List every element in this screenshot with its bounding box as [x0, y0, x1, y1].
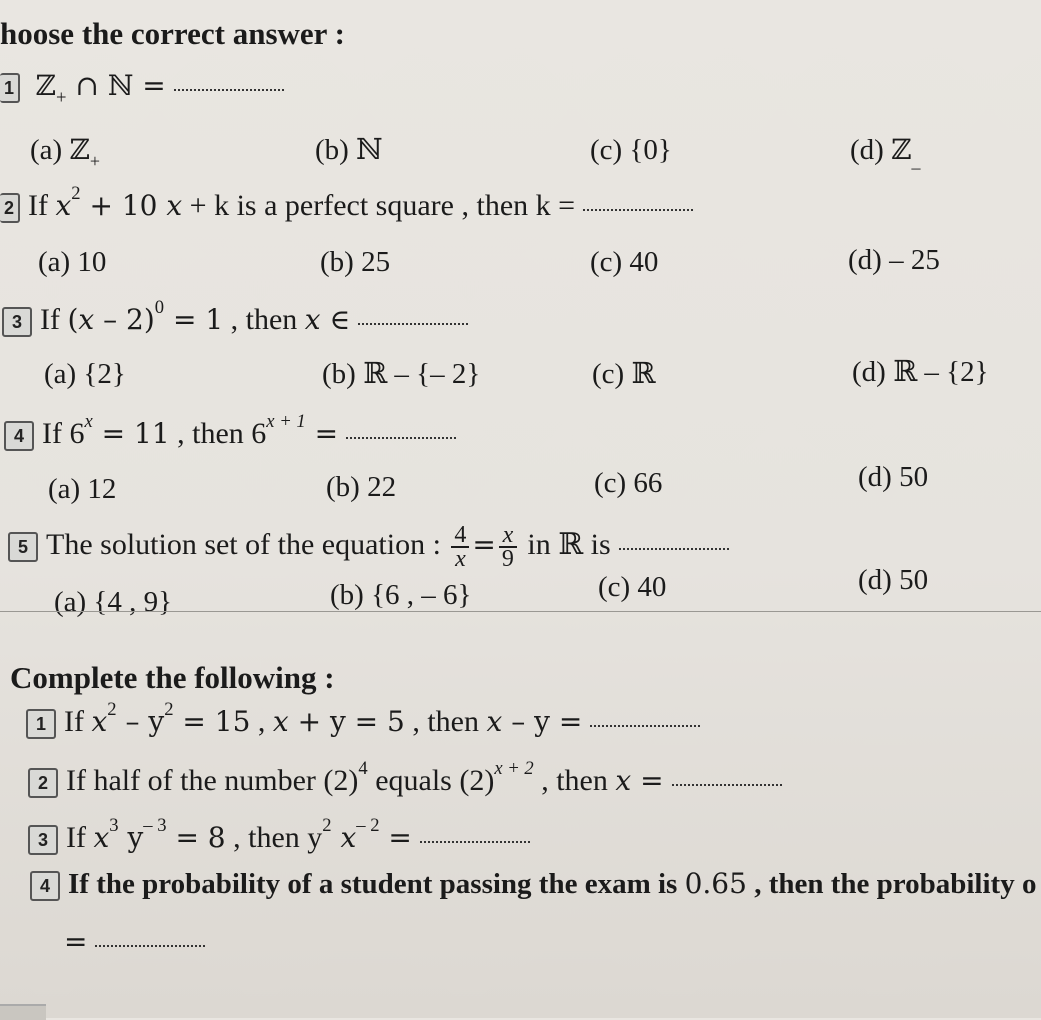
answer-blank: [420, 837, 530, 843]
option-c[interactable]: (c) ℝ: [592, 358, 656, 390]
answer-blank: [358, 319, 468, 325]
option-c[interactable]: (c) 40: [598, 571, 667, 603]
question-number-badge: 1: [0, 73, 20, 103]
answer-blank: [95, 941, 205, 947]
subscript: +: [55, 87, 67, 109]
option-c[interactable]: (c) 66: [594, 467, 663, 499]
question-number-badge: 4: [4, 421, 34, 451]
answer-blank: [672, 780, 782, 786]
fraction: $\frac{x}{9}$: [499, 524, 517, 570]
complete-item-4: 4 If the probability of a student passing the exam is 0.65 , then the probability o: [30, 866, 1036, 902]
section-heading-complete: Complete the following :: [10, 660, 335, 695]
answer-blank: [174, 85, 284, 91]
answer-blank: [346, 433, 456, 439]
option-c[interactable]: (c) {0}: [590, 134, 672, 166]
option-a[interactable]: (a) ℤ$_+$: [30, 133, 101, 172]
answer-blank: [583, 205, 693, 211]
option-a[interactable]: (a) 10: [38, 246, 107, 278]
question-number-badge: 5: [8, 532, 38, 562]
fraction: $\frac{4}{x}$: [451, 524, 469, 570]
complete-item-4-continued: =: [64, 924, 205, 960]
option-d[interactable]: (d) ℝ – {2}: [852, 356, 989, 388]
question-number-badge: 2: [0, 193, 20, 223]
option-a[interactable]: (a) 12: [48, 473, 117, 505]
option-b[interactable]: (b) 22: [326, 471, 397, 503]
option-b[interactable]: (b) 25: [320, 246, 391, 278]
answer-blank: [619, 544, 729, 550]
option-d[interactable]: (d) 50: [858, 461, 929, 493]
question-number-badge: 3: [2, 307, 32, 337]
option-d[interactable]: (d) – 25: [848, 244, 940, 276]
complete-item-1: 1 If $x^2 - y^2 = 15$ , x + y = 5 , then x – y =: [26, 704, 700, 740]
question-5: 5 The solution set of the equation : $\frac{4}{x}$ = $\frac{x}{9}$ in ℝ is: [8, 524, 729, 570]
option-c[interactable]: (c) 40: [590, 246, 659, 278]
option-b[interactable]: (b) {6 , – 6}: [330, 579, 472, 611]
item-number-badge: 3: [28, 825, 58, 855]
item-number-badge: 2: [28, 768, 58, 798]
option-a[interactable]: (a) {4 , 9}: [54, 586, 173, 618]
complete-item-2: 2 If half of the number $(2)^4$ equals $(2)^{x + 2}$ , then x =: [28, 763, 782, 799]
option-d[interactable]: (d) ℤ$_{\_}$: [850, 133, 921, 172]
option-b[interactable]: (b) ℝ – {– 2}: [322, 358, 481, 390]
section-heading-choose: hoose the correct answer :: [0, 16, 345, 51]
question-2: 2 If $x^2 + 10$ x + k is a perfect square , then k =: [0, 188, 693, 224]
item-number-badge: 4: [30, 871, 60, 901]
set-symbol: ℤ: [35, 69, 56, 102]
answer-blank: [590, 721, 700, 727]
question-3: 3 If (x – 2)$^0$ = 1 , then x ∈: [2, 302, 468, 338]
item-number-badge: 1: [26, 709, 56, 739]
complete-item-3: 3 If $x^3$ $y^{- 3} = 8$ , then $y^2$ $x^{- 2}$ =: [28, 820, 530, 856]
question-4: 4 If $6^x = 11$ , then $6^{x + 1}$ =: [4, 416, 456, 452]
option-a[interactable]: (a) {2}: [44, 358, 126, 390]
question-1: [0, 68, 284, 109]
question-text: ∩ ℕ =: [66, 69, 166, 102]
option-d[interactable]: (d) 50: [858, 564, 929, 596]
section-divider: [0, 611, 1041, 612]
option-b[interactable]: (b) ℕ: [315, 134, 383, 166]
